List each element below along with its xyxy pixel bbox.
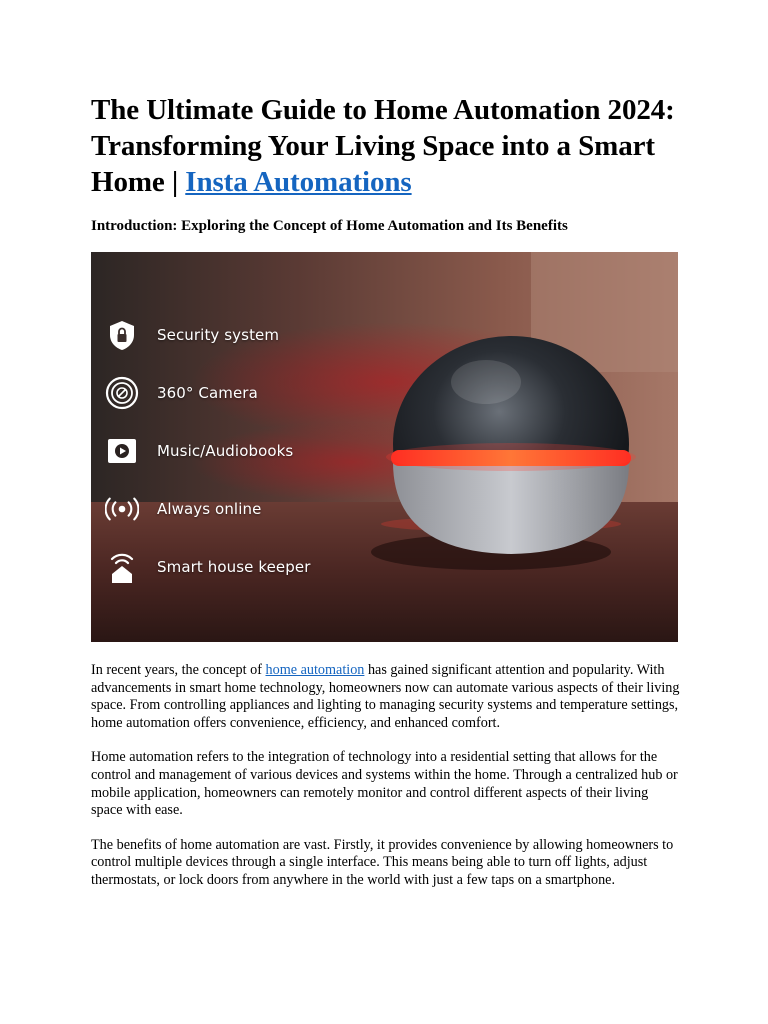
broadcast-icon [105, 492, 139, 526]
feature-camera [105, 373, 258, 413]
p1-text-after: has gained significant attention and popularity. With advancements in smart home technology, homeowners now can automate various aspects of their living space. From controlling appliances and lighting to managing security systems and temperature settings, home automation offers convenience, efficiency, and enhanced comfort. [91, 662, 680, 731]
camera-360-icon [105, 376, 139, 410]
document-page [91, 92, 691, 907]
feature-label: Security system [157, 326, 280, 344]
home-automation-link[interactable]: home automation [265, 662, 365, 678]
wifi-house-icon [105, 550, 139, 584]
page-title [91, 92, 691, 200]
feature-housekeeper [105, 547, 310, 587]
feature-label: Music/Audiobooks [157, 442, 294, 460]
feature-label: Smart house keeper [157, 558, 311, 576]
p1-text-before: In recent years, the concept of [91, 662, 266, 678]
shield-lock-icon [105, 318, 139, 352]
article-body [91, 662, 691, 890]
feature-label: Always online [157, 500, 262, 518]
feature-security [105, 315, 279, 355]
paragraph-2: Home automation refers to the integration of technology into a residential setting that allows for the control and management of various devices and systems within the home. Through a centralized hub or mobile application, homeowners can remotely monitor and control different aspects of their living space with ease. [91, 749, 678, 819]
feature-label: 360° Camera [157, 384, 258, 402]
play-icon [105, 434, 139, 468]
title-link[interactable]: Insta Automations [185, 166, 412, 198]
paragraph-3: The benefits of home automation are vast. Firstly, it provides convenience by allowing homeowners to control multiple devices through a single interface. This means being able to turn off lights, adjust thermostats, or lock doors from anywhere in the world with just a few taps on a smartphone. [91, 836, 674, 888]
intro-heading: Introduction: Exploring the Concept of Home Automation and Its Benefits [91, 218, 568, 234]
title-text: The Ultimate Guide to Home Automation 2024: Transforming Your Living Space into a Smart Home | [91, 94, 675, 198]
feature-music [105, 431, 293, 471]
hero-image [91, 252, 678, 642]
paragraph-1 [91, 662, 681, 732]
feature-online [105, 489, 261, 529]
